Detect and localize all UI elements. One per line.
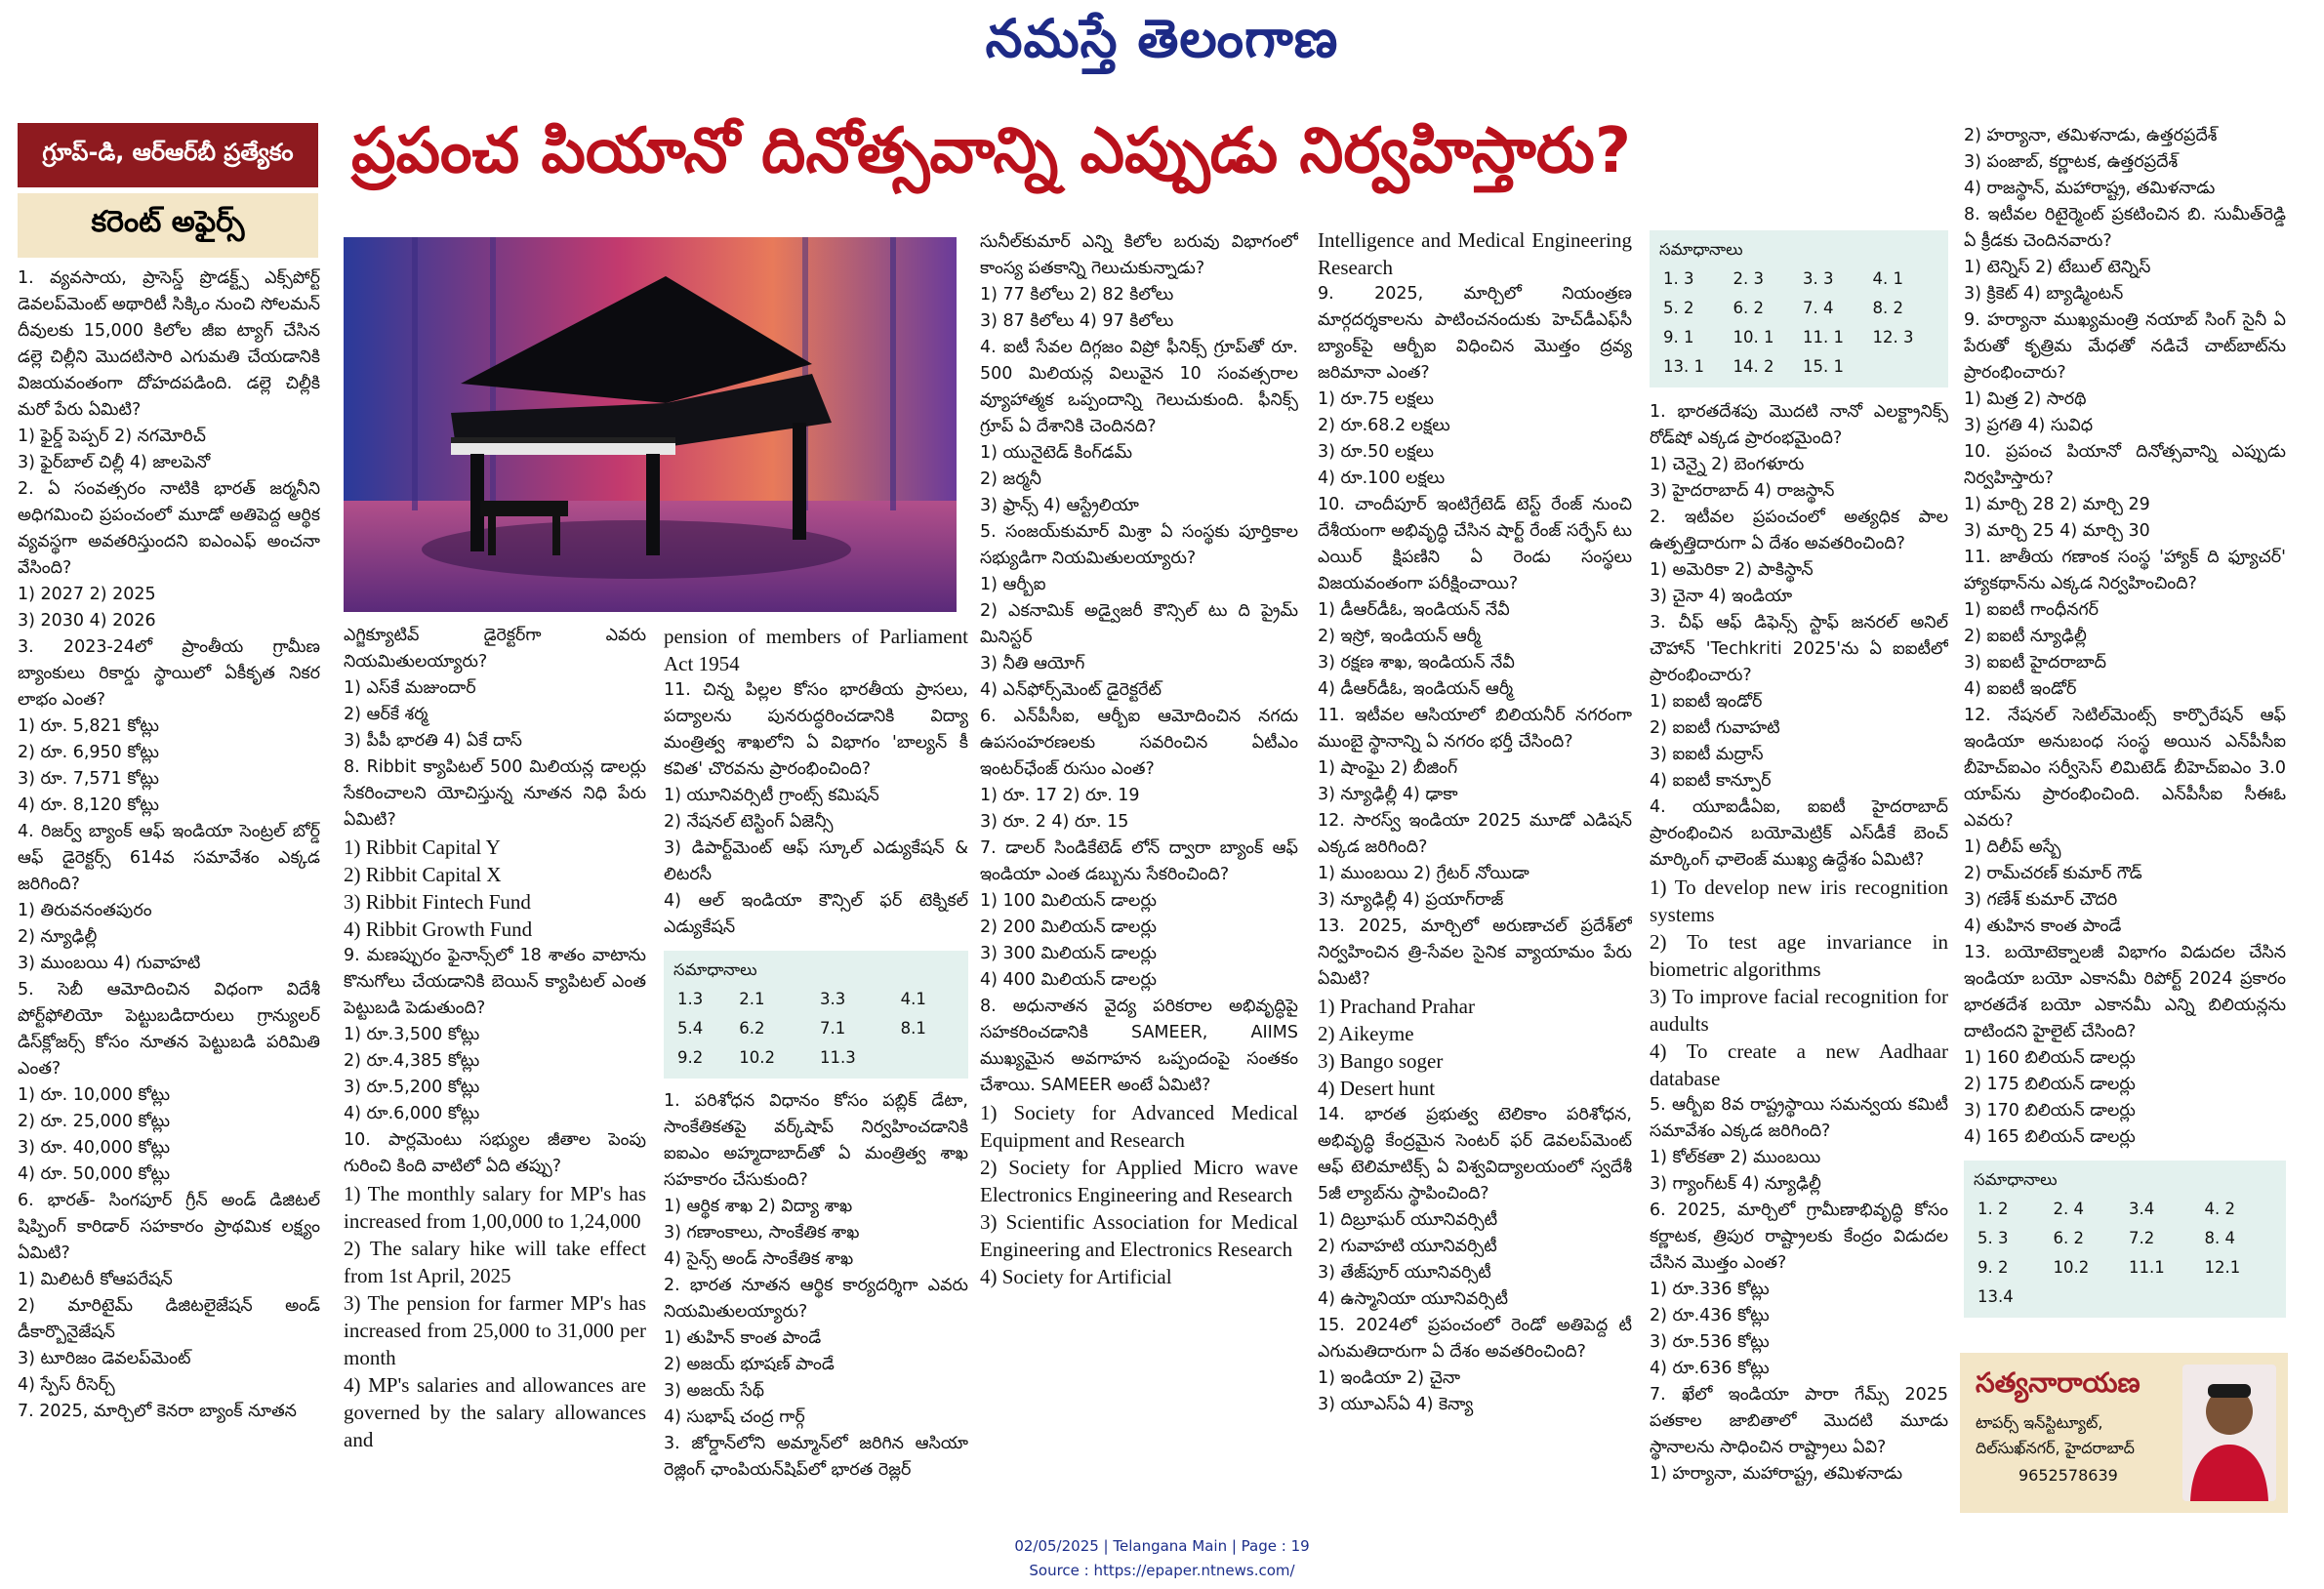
question-b3-continued: సునీల్‌కుమార్ ఎన్ని కిలోల బరువు విభాగంలో కాంస్య పతకాన్ని గెలుచుకున్నాడు? (980, 232, 1298, 278)
question-b13: 13. 2025, మార్చిలో అరుణాచల్ ప్రదేశ్‌లో నిర్వహించిన త్రి-సేవల సైనిక వ్యాయామం పేరు ఏమిటి? (1318, 917, 1632, 989)
option-line: 3) రూ. 2 4) రూ. 15 (980, 812, 1129, 832)
option-line: 3) రూ.536 కోట్లు (1650, 1332, 1770, 1352)
option-line: 4) ఐఐటీ ఇండోర్ (1964, 679, 2077, 699)
option-line: 2) రూ.68.2 లక్షలు (1318, 416, 1450, 435)
question-b1: 1. పరిశోధన విధానం కోసం పబ్లిక్ డేటా, సాంకేతికతపై వర్క్‌షాప్ నిర్వహించడానికి ఐఐఎం అహ్మదాబాద్‌తో ఏ మంత్రిత్వ శాఖ సహకారం చేసుకుంది? (664, 1091, 968, 1190)
option-line: 4) 165 బిలియన్ డాలర్లు (1964, 1127, 2136, 1147)
option-line: 1) హర్యానా, మహారాష్ట్ర, తమిళనాడు (1650, 1464, 1903, 1484)
option-line: 1) యూనివర్సిటీ గ్రాంట్స్ కమిషన్ (664, 786, 879, 805)
option-line: 2) రూ. 6,950 కోట్లు (18, 743, 159, 762)
answers-table (1974, 1195, 2276, 1312)
option-line: 4) MP's salaries and allowances are governed by the salary allowances and (344, 1373, 646, 1451)
question-2: 2. ఏ సంవత్సరం నాటికి భారత్ జర్మనీని అధిగమించి ప్రపంచంలో మూడో అతిపెద్ద ఆర్థిక వ్యవస్థగా అవతరిస్తుందని ఐఎంఎఫ్ అంచనా వేసింది? (18, 479, 320, 578)
question-10: 10. పార్లమెంటు సభ్యుల జీతాల పెంపు గురించి కింది వాటిలో ఏది తప్పు? (344, 1130, 646, 1176)
question-b10: 10. చాందీపూర్ ఇంటిగ్రేటెడ్ టెస్ట్ రేంజ్ నుంచి దేశీయంగా అభివృద్ధి చేసిన షార్ట్ రేంజ్ సర్ఫేస్ టు ఎయిర్ క్షిపణిని ఏ రెండు సంస్థలు విజయవంతంగా పరీక్షించాయి? (1318, 495, 1632, 593)
answer-cell: 6. 2 (2053, 1229, 2084, 1247)
answer-cell: 12.1 (2204, 1258, 2241, 1277)
answer-cell: 5. 2 (1663, 299, 1694, 317)
option-line: 4) స్పేస్ రీసెర్చ్ (18, 1375, 115, 1395)
option-line: 3) హైదరాబాద్ 4) రాజస్థాన్ (1650, 481, 1835, 501)
answer-cell: 10.2 (739, 1048, 776, 1067)
person-icon (2182, 1365, 2276, 1501)
option-line: 3) Ribbit Fintech Fund (344, 890, 531, 914)
question-b15: 15. 2024లో ప్రపంచంలో రెండో అతిపెద్ద టీ ఎగుమతిదారుగా ఏ దేశం అవతరించింది? (1318, 1316, 1632, 1362)
option-line: 1) రూ. 10,000 కోట్లు (18, 1085, 171, 1105)
option-line: 1) మార్చి 28 2) మార్చి 29 (1964, 495, 2150, 514)
question-1: 1. వ్యవసాయ, ప్రాసెస్డ్ ప్రొడక్ట్స్ ఎక్స్‌పోర్ట్ డెవలప్‌మెంట్ అథారిటీ సిక్కిం నుంచి సోలమన్ దీవులకు 15,000 కిలోల జీఐ ట్యాగ్ చేసిన డల్లె చిల్లీని మొదటిసారి ఎగుమతి చేయడానికి విజయవంతంగా దోహదపడింది. డల్లె చిల్లీకి మరో పేరు ఏమిటి? (18, 268, 320, 420)
option-line: 3) Scientific Association for Medical Engineering and Electronics Research (980, 1210, 1298, 1261)
option-line: 1) చెన్నై 2) బెంగళూరు (1650, 455, 1805, 474)
option-line: 2) ఇస్రో, ఇండియన్ ఆర్మీ (1318, 627, 1481, 646)
option-line: 1) మిలిటరీ కోఆపరేషన్ (18, 1270, 173, 1289)
option-line: 1) 2027 2) 2025 (18, 585, 156, 604)
question-c5: 5. ఆర్బీఐ 8వ రాష్ట్రస్థాయి సమన్వయ కమిటీ సమావేశం ఎక్కడ జరిగింది? (1650, 1095, 1948, 1141)
question-b2: 2. భారత నూతన ఆర్థిక కార్యదర్శిగా ఎవరు నియమితులయ్యారు? (664, 1276, 968, 1322)
author-location: దిల్‌సుఖ్‌నగర్, హైదరాబాద్ (1976, 1439, 2135, 1457)
option-line: 3) ఐఐటీ హైదరాబాద్ (1964, 653, 2106, 672)
option-line: 1) 100 మిలియన్ డాలర్లు (980, 891, 1157, 911)
option-line: 1) మిత్ర 2) సారథి (1964, 389, 2087, 409)
option-line: 1) రూ.336 కోట్లు (1650, 1280, 1770, 1299)
option-line: 3) 87 కిలోలు 4) 97 కిలోలు (980, 311, 1174, 331)
answer-cell (897, 1043, 958, 1073)
option-line: 1) ఎస్‌కే మజుందార్ (344, 678, 476, 698)
option-line: 1) 77 కిలోలు 2) 82 కిలోలు (980, 285, 1174, 305)
option-line: 3) 2030 4) 2026 (18, 611, 156, 631)
answer-cell: 1.3 (677, 990, 704, 1008)
option-line: 4) రూ.6,000 కోట్లు (344, 1104, 480, 1123)
answers-box-1 (664, 951, 968, 1079)
option-line: 2) To test age invariance in biometric algorithms (1650, 930, 1948, 981)
question-6: 6. భారత్- సింగపూర్ గ్రీన్ అండ్ డిజిటల్ షిప్పింగ్ కారిడార్ సహకారం ప్రాథమిక లక్ష్యం ఏమిటి? (18, 1191, 320, 1263)
question-4: 4. రిజర్వ్ బ్యాంక్ ఆఫ్ ఇండియా సెంట్రల్ బోర్డ్ ఆఫ్ డైరెక్టర్స్ 614వ సమావేశం ఎక్కడ జరిగింది? (18, 822, 320, 894)
option-line: 1) Ribbit Capital Y (344, 835, 501, 859)
option-line: 1) షాంఘై 2) బీజింగ్ (1318, 758, 1458, 778)
option-line: 1) తిరువనంతపురం (18, 901, 152, 920)
option-line: 4) తుహిన కాంత పాండే (1964, 917, 2122, 936)
option-line: 4) ఐఐటీ కాన్పూర్ (1650, 771, 1772, 791)
question-3: 3. 2023-24లో ప్రాంతీయ గ్రామీణ బ్యాంకులు రికార్డు స్థాయిలో ఏకీకృత నికర లాభం ఎంత? (18, 637, 320, 710)
question-c12: 12. నేషనల్ సెటిల్‌మెంట్స్ కార్పొరేషన్ ఆఫ్ ఇండియా అనుబంధ సంస్థ అయిన ఎన్‌పీసీఐ బీహెచ్ఐఎం సర్వీసెస్ లిమిటెడ్ బీహెచ్ఐఎం 3.0 యాప్‌ను ప్రారంభించింది. ఎన్‌పీసీఐ సీఈఓ ఎవరు? (1964, 706, 2286, 831)
masthead (0, 0, 2324, 78)
answer-cell: 15. 1 (1803, 357, 1844, 376)
column-4 (980, 229, 1298, 1518)
answer-cell: 4. 2 (2204, 1200, 2235, 1218)
option-line: 3) To improve facial recognition for audults (1650, 985, 1948, 1036)
author-institute: టాపర్స్ ఇన్‌స్టిట్యూట్, (1976, 1413, 2103, 1432)
question-b5: 5. సంజయ్‌కుమార్ మిశ్రా ఏ సంస్థకు పూర్తికాల సభ్యుడిగా నియమితులయ్యారు? (980, 522, 1298, 568)
question-c2: 2. ఇటీవల ప్రపంచంలో అత్యధిక పాల ఉత్పత్తిదారుగా ఏ దేశం అవతరించింది? (1650, 508, 1948, 553)
option-line: 4) రూ. 8,120 కోట్లు (18, 795, 159, 815)
option-line: 1) Society for Advanced Medical Equipment and Research (980, 1101, 1298, 1152)
option-line: 3) The pension for farmer MP's has increased from 25,000 to 31,000 per month (344, 1291, 646, 1369)
answer-cell: 4.1 (900, 990, 926, 1008)
option-line: 3) గ్యాంగ్‌టక్ 4) న్యూఢిల్లీ (1650, 1174, 1821, 1194)
answer-cell: 5. 3 (1977, 1229, 2009, 1247)
answers-title: సమాధానాలు (673, 960, 757, 979)
option-line: 1) ఇండియా 2) చైనా (1318, 1368, 1461, 1388)
option-line: 4) రూ.100 లక్షలు (1318, 469, 1446, 488)
option-line: 1) దిబ్రూఘర్ యూనివర్సిటీ (1318, 1210, 1498, 1230)
author-photo (2182, 1365, 2276, 1501)
question-b4: 4. ఐటీ సేవల దిగ్గజం విప్రో ఫీనిక్స్ గ్రూప్‌తో రూ. 500 మిలియన్ల విలువైన 10 సంవత్సరాల వ్యూహాత్మక ఒప్పందాన్ని గెలుచుకుంది. ఫీనిక్స్ గ్రూప్ ఏ దేశానికి చెందినది? (980, 338, 1298, 436)
option-line: 3) రూ. 40,000 కోట్లు (18, 1138, 171, 1158)
option-line: 4) ఉస్మానియా యూనివర్సిటీ (1318, 1289, 1508, 1309)
question-c1: 1. భారతదేశపు మొదటి నానో ఎలక్ట్రానిక్స్ రోడ్‌షో ఎక్కడ ప్రారంభమైంది? (1650, 402, 1948, 448)
question-8: 8. Ribbit క్యాపిటల్ 500 మిలియన్ల డాలర్లు సేకరించాలని యోచిస్తున్న నూతన నిధి పేరు ఏమిటి? (344, 757, 646, 830)
option-line: 3) గణాంకాలు, సాంకేతిక శాఖ (664, 1223, 860, 1243)
option-line: 3) డిపార్ట్‌మెంట్ ఆఫ్ స్కూల్ ఎడ్యుకేషన్ & లిటరసీ (664, 838, 968, 884)
question-b8: 8. అధునాతన వైద్య పరికరాల అభివృద్ధిపై సహకరించడానికి SAMEER, AIIMS ముఖ్యమైన అవగాహన ఒప్పందంపై సంతకం చేశాయి. SAMEER అంటే ఏమిటి? (980, 997, 1298, 1095)
option-line: 1) కోల్‌కతా 2) ముంబయి (1650, 1148, 1821, 1167)
option-line: 2) మారిటైమ్ డిజిటలైజేషన్ అండ్ డీకార్బొనైజేషన్ (18, 1296, 320, 1342)
option-line: 4) Ribbit Growth Fund (344, 917, 533, 941)
option-line: 3) రూ.50 లక్షలు (1318, 442, 1434, 462)
option-line: 3) చైనా 4) ఇండియా (1650, 587, 1793, 606)
option-line: 1) రూ.3,500 కోట్లు (344, 1025, 480, 1044)
question-b7: 7. డాలర్ సిండికేటెడ్ లోన్ ద్వారా బ్యాంక్ ఆఫ్ ఇండియా ఎంత డబ్బును సేకరించింది? (980, 838, 1298, 884)
question-c8: 8. ఇటీవల రిటైర్మెంట్ ప్రకటించిన బి. సుమీత్‌రెడ్డి ఏ క్రీడకు చెందినవారు? (1964, 205, 2286, 251)
answer-cell: 13.4 (1977, 1287, 2014, 1306)
option-line: 1) Prachand Prahar (1318, 995, 1475, 1018)
answer-cell: 10.2 (2053, 1258, 2090, 1277)
answer-cell: 7. 4 (1803, 299, 1834, 317)
question-7: 7. 2025, మార్చిలో కెనరా బ్యాంక్ నూతన (18, 1402, 297, 1421)
option-line: 2) అజయ్ భూషణ్ పాండే (664, 1355, 835, 1374)
option-line: 1) ఆర్బీఐ (980, 575, 1046, 594)
question-9: 9. మణప్పురం ఫైనాన్స్‌లో 18 శాతం వాటాను కొనుగోలు చేయడానికి బెయిన్ క్యాపిటల్ ఎంత పెట్టుబడి పెడుతుంది? (344, 946, 646, 1018)
answer-cell: 8. 2 (1872, 299, 1903, 317)
question-b11: 11. ఇటీవల ఆసియాలో బిలియనీర్ నగరంగా ముంబై స్థానాన్ని ఏ నగరం భర్తీ చేసింది? (1318, 706, 1632, 752)
option-line: 3) తేజ్‌పూర్ యూనివర్సిటీ (1318, 1263, 1491, 1283)
question-10-continued: pension of members of Parliament Act 1954 (664, 625, 968, 675)
question-c10: 10. ప్రపంచ పియానో దినోత్సవాన్ని ఎప్పుడు నిర్వహిస్తారు? (1964, 442, 2286, 488)
option-line: 3) న్యూఢిల్లీ 4) ఢాకా (1318, 785, 1458, 804)
answer-cell: 8. 4 (2204, 1229, 2235, 1247)
option-line: 2) న్యూఢిల్లీ (18, 927, 98, 947)
option-line: 2) రూ. 25,000 కోట్లు (18, 1112, 171, 1131)
answer-cell (1869, 352, 1939, 382)
footer-source-link[interactable]: Source : https://epaper.ntnews.com/ (1029, 1562, 1295, 1579)
option-line: 1) ఫైర్డ్ పెప్పర్ 2) నగమోరిచ్ (18, 427, 206, 446)
answer-cell: 9. 1 (1663, 328, 1694, 346)
answer-cell: 2.1 (739, 990, 765, 1008)
option-line: 3) ఐఐటీ మద్రాస్ (1650, 745, 1764, 764)
answer-cell (2201, 1283, 2277, 1312)
option-line: 4) రూ.636 కోట్లు (1650, 1359, 1770, 1378)
option-line: 1) యునైటెడ్ కింగ్‌డమ్ (980, 443, 1133, 463)
question-b14: 14. భారత ప్రభుత్వ టెలికాం పరిశోధన, అభివృద్ధి కేంద్రమైన సెంటర్ ఫర్ డెవలప్‌మెంట్ ఆఫ్ టెలిమాటిక్స్ ఏ విశ్వవిద్యాలయంలో స్వదేశీ 5జీ ల్యాబ్‌ను స్థాపించింది? (1318, 1105, 1632, 1203)
option-line: 2) ఆర్‌కే శర్మ (344, 705, 428, 724)
question-c11: 11. జాతీయ గణాంక సంస్థ 'హ్యాక్ ది ఫ్యూచర్' హ్యాకథాన్‌ను ఎక్కడ నిర్వహించింది? (1964, 548, 2286, 593)
option-line: 3) Bango soger (1318, 1049, 1444, 1073)
option-line: 4) డీఆర్‌డీఓ, ఇండియన్ ఆర్మీ (1318, 679, 1514, 699)
question-c3: 3. చీఫ్ ఆఫ్ డిఫెన్స్ స్టాఫ్ జనరల్ అనిల్ చౌహాన్ 'Techkriti 2025'ను ఏ ఐఐటీలో ప్రారంభించారు? (1650, 613, 1948, 685)
option-line: 1) రూ. 5,821 కోట్లు (18, 716, 159, 736)
answer-cell: 3.4 (2129, 1200, 2155, 1218)
answer-cell: 10. 1 (1733, 328, 1774, 346)
question-c13: 13. బయోటెక్నాలజీ విభాగం విడుదల చేసిన ఇండియా బయో ఎకానమీ రిపోర్ట్ 2024 ప్రకారం భారతదేశ బయో ఎకానమీ ఎన్ని బిలియన్లను దాటిందని హైలైట్ చేసింది? (1964, 943, 2286, 1041)
option-line: 4) Society for Artificial (980, 1265, 1172, 1288)
answers-title: సమాధానాలు (1974, 1170, 2058, 1189)
headline: ప్రపంచ పియానో దినోత్సవాన్ని ఎప్పుడు నిర్వహిస్తారు? (351, 115, 1631, 187)
column-3 (664, 623, 968, 1521)
option-line: 3) ఫైర్‌బాల్ చిల్లీ 4) జాలపెనో (18, 453, 211, 472)
answer-cell: 14. 2 (1733, 357, 1774, 376)
option-line: 3) క్రికెట్ 4) బ్యాడ్మింటన్ (1964, 284, 2124, 304)
option-line: 1) అమెరికా 2) పాకిస్థాన్ (1650, 560, 1814, 580)
answer-cell: 1. 2 (1977, 1200, 2009, 1218)
answer-cell: 8.1 (900, 1019, 926, 1038)
option-line: 1) రూ. 17 2) రూ. 19 (980, 786, 1140, 805)
option-line: 1) టెన్నిస్ 2) టేబుల్ టెన్నిస్ (1964, 258, 2151, 277)
piano-illustration (344, 237, 957, 612)
option-line: 2) రామ్‌చరణ్ కుమార్ గౌడ్ (1964, 864, 2142, 883)
section-label-group-d: గ్రూప్-డి, ఆర్ఆర్‌బీ ప్రత్యేకం (18, 123, 318, 187)
option-line: 4) రాజస్థాన్, మహారాష్ట్ర, తమిళనాడు (1964, 179, 2216, 198)
question-b9: 9. 2025, మార్చిలో నియంత్రణ మార్గదర్శకాలను పాటించనందుకు హెచ్‌డీఎఫ్‌సీ బ్యాంక్‌పై ఆర్బీఐ విధించిన మొత్తం ద్రవ్య జరిమానా ఎంత? (1318, 284, 1632, 383)
option-line: 2) రూ.4,385 కోట్లు (344, 1051, 480, 1071)
author-name: సత్యనారాయణ (1976, 1366, 2141, 1399)
answer-cell: 9.2 (677, 1048, 704, 1067)
option-line: 4) Desert hunt (1318, 1077, 1436, 1100)
option-line: 4) To create a new Aadhaar database (1650, 1039, 1948, 1090)
answer-cell: 6. 2 (1733, 299, 1764, 317)
option-line: 1) ఐఐటీ ఇండోర్ (1650, 692, 1763, 712)
answer-cell: 11.3 (819, 1048, 856, 1067)
option-line: 2) 200 మిలియన్ డాలర్లు (980, 917, 1157, 937)
option-line: 2) Aikeyme (1318, 1022, 1414, 1045)
question-c7: 7. ఖేలో ఇండియా పారా గేమ్స్ 2025 పతకాల జాబితాలో మొదటి మూడు స్థానాలను సాధించిన రాష్ట్రాలు ఏవి? (1650, 1385, 1948, 1457)
piano-photo (344, 237, 957, 612)
answer-cell: 9. 2 (1977, 1258, 2009, 1277)
option-line: 3) ముంబయి 4) గువాహటి (18, 954, 201, 973)
option-line: 3) అజయ్ సేథ్ (664, 1381, 765, 1401)
answer-cell: 6.2 (739, 1019, 765, 1038)
option-line: 2) నేషనల్ టెస్టింగ్ ఏజెన్సీ (664, 812, 834, 832)
option-line: 1) ఐఐటీ గాంధీనగర్ (1964, 600, 2100, 620)
option-line: 1) ఆర్థిక శాఖ 2) విద్యా శాఖ (664, 1197, 853, 1216)
option-line: 1) డీఆర్‌డీఓ, ఇండియన్ నేవీ (1318, 600, 1510, 620)
answers-table (673, 985, 958, 1073)
option-line: 4) 400 మిలియన్ డాలర్లు (980, 970, 1157, 990)
option-line: 3) న్యూఢిల్లీ 4) ప్రయాగ్‌రాజ్ (1318, 890, 1504, 910)
column-1 (18, 265, 320, 1525)
option-line: 3) పంజాబ్, కర్ణాటక, ఉత్తరప్రదేశ్ (1964, 152, 2179, 172)
option-line: 2) రూ.436 కోట్లు (1650, 1306, 1770, 1325)
answers-title: సమాధానాలు (1659, 240, 1743, 259)
option-line: 2) జర్మనీ (980, 469, 1041, 489)
question-11: 11. చిన్న పిల్లల కోసం భారతీయ ప్రాసలు, పద్యాలను పునరుద్ధరించడానికి విద్యా మంత్రిత్వ శాఖలోని ఏ విభాగం 'బాల్యన్ కీ కవిత' చొరవను ప్రారంభించింది? (664, 680, 968, 779)
option-line: 3) యూఎస్ఏ 4) కెన్యా (1318, 1395, 1474, 1414)
answer-cell: 11.1 (2129, 1258, 2165, 1277)
option-line: 4) ఎన్‌ఫోర్స్‌మెంట్ డైరెక్టరేట్ (980, 680, 1162, 700)
answer-cell: 11. 1 (1803, 328, 1844, 346)
option-line: 2) Ribbit Capital X (344, 863, 502, 886)
answers-box-2 (1650, 230, 1948, 387)
section-label-current-affairs: కరెంట్ అఫైర్స్ (18, 193, 318, 258)
option-line: 3) రూ. 7,571 కోట్లు (18, 769, 159, 789)
footer-date-line: 02/05/2025 | Telangana Main | Page : 19 (1014, 1537, 1310, 1555)
option-line: 1) రూ.75 లక్షలు (1318, 389, 1434, 409)
answer-cell: 7.1 (819, 1019, 846, 1038)
option-line: 3) 170 బిలియన్ డాలర్లు (1964, 1101, 2136, 1120)
question-b8-continued: Intelligence and Medical Engineering Research (1318, 228, 1632, 279)
option-line: 1) 160 బిలియన్ డాలర్లు (1964, 1048, 2136, 1068)
option-line: 3) రూ.5,200 కోట్లు (344, 1078, 480, 1097)
option-line: 2) 175 బిలియన్ డాలర్లు (1964, 1075, 2136, 1094)
option-line: 3) గణేశ్ కుమార్ చౌదరి (1964, 890, 2118, 910)
option-line: 1) To develop new iris recognition systems (1650, 876, 1948, 926)
option-line: 4) సైన్స్ అండ్ సాంకేతిక శాఖ (664, 1249, 854, 1269)
answer-cell: 2. 3 (1733, 269, 1764, 288)
question-c6: 6. 2025, మార్చిలో గ్రామీణాభివృద్ధి కోసం కర్ణాటక, త్రిపుర రాష్ట్రాలకు కేంద్రం విడుదల చేసిన మొత్తం ఎంత? (1650, 1201, 1948, 1273)
option-line: 3) రక్షణ శాఖ, ఇండియన్ నేవీ (1318, 653, 1515, 672)
option-line: 1) The monthly salary for MP's has increased from 1,00,000 to 1,24,000 (344, 1182, 646, 1233)
option-line: 3) మార్చి 25 4) మార్చి 30 (1964, 521, 2150, 541)
column-2 (344, 623, 646, 1521)
option-line: 2) The salary hike will take effect from 1st April, 2025 (344, 1237, 646, 1287)
question-b12: 12. సారస్వ్ ఇండియా 2025 మూడో ఎడిషన్ ఎక్కడ జరిగింది? (1318, 811, 1632, 857)
option-line: 2) ఐఐటీ న్యూఢిల్లీ (1964, 627, 2087, 646)
option-line: 4) ఆల్ ఇండియా కౌన్సిల్ ఫర్ టెక్నికల్ ఎడ్యుకేషన్ (664, 891, 968, 937)
answer-cell: 13. 1 (1663, 357, 1704, 376)
answer-cell: 1. 3 (1663, 269, 1694, 288)
question-b6: 6. ఎన్‌పీసీఐ, ఆర్బీఐ ఆమోదించిన నగదు ఉపసంహరణలకు సవరించిన ఏటీఎం ఇంటర్‌ఛేంజ్ రుసుం ఎంత? (980, 707, 1298, 779)
answer-cell: 3. 3 (1803, 269, 1834, 288)
answer-cell: 12. 3 (1872, 328, 1914, 346)
question-c4: 4. యూఐడీఏఐ, ఐఐటీ హైదరాబాద్ ప్రారంభించిన బయోమెట్రిక్ ఎస్‌డీకే బెంచ్ మార్కింగ్ ఛాలెంజ్ ముఖ్య ఉద్దేశం ఏమిటి? (1650, 797, 1948, 870)
answer-cell: 3.3 (819, 990, 846, 1008)
option-line: 3) 300 మిలియన్ డాలర్లు (980, 944, 1157, 963)
answers-box-3 (1964, 1161, 2286, 1318)
column-6 (1650, 230, 1948, 1519)
answer-cell: 4. 1 (1872, 269, 1903, 288)
option-line: 2) హర్యానా, తమిళనాడు, ఉత్తరప్రదేశ్ (1964, 126, 2218, 145)
option-line: 4) సుభాష్ చంద్ర గార్గ్ (664, 1407, 805, 1427)
column-5 (1318, 226, 1632, 1519)
question-7-continued: ఎగ్జిక్యూటివ్ డైరెక్టర్‌గా ఎవరు నియమితులయ్యారు? (344, 626, 646, 672)
column-7 (1964, 123, 2286, 1343)
option-line: 2) ఐఐటీ గువాహటి (1650, 718, 1780, 738)
option-line: 4) రూ. 50,000 కోట్లు (18, 1164, 171, 1184)
option-line: 1) తుహిన్ కాంత పాండే (664, 1328, 822, 1348)
option-line: 1) దిలీప్ అస్బే (1964, 837, 2061, 857)
option-line: 3) పీపీ భారతి 4) ఏకే దాస్ (344, 731, 522, 751)
option-line: 3) ప్రగతి 4) సువిధ (1964, 416, 2094, 435)
author-box (1960, 1353, 2288, 1513)
option-line: 3) టూరిజం డెవలప్‌మెంట్ (18, 1349, 191, 1368)
option-line: 3) నీతి ఆయోగ్ (980, 654, 1085, 673)
option-line: 2) Society for Applied Micro wave Electronics Engineering and Research (980, 1156, 1298, 1206)
answers-table (1659, 265, 1938, 382)
answer-cell (2125, 1283, 2201, 1312)
masthead-title: నమస్తే తెలంగాణ (985, 8, 1339, 69)
answer-cell: 2. 4 (2053, 1200, 2084, 1218)
question-c9: 9. హర్యానా ముఖ్యమంత్రి నయాబ్ సింగ్ సైనీ ఏ పేరుతో కృత్రిమ మేధతో నడిచే చాట్‌బాట్‌ను ప్రారంభించారు? (1964, 310, 2286, 383)
option-line: 1) ముంబయి 2) గ్రేటర్ నోయిడా (1318, 864, 1529, 883)
author-phone: 9652578639 (2018, 1466, 2118, 1485)
question-5: 5. సెబీ ఆమోదించిన విధంగా విదేశీ పోర్ట్‌ఫోలియో పెట్టుబడిదారులు గ్రాన్యులర్ డిస్‌క్లోజర్స్ కోసం నూతన పెట్టుబడి పరిమితి ఎంత? (18, 980, 320, 1079)
option-line: 3) ఫ్రాన్స్ 4) ఆస్ట్రేలియా (980, 496, 1139, 515)
answer-cell: 5.4 (677, 1019, 704, 1038)
answer-cell (2050, 1283, 2126, 1312)
answer-cell: 7.2 (2129, 1229, 2155, 1247)
question-b3: 3. జోర్డాన్‌లోని అమ్మాన్‌లో జరిగిన ఆసియా రెజ్లింగ్ ఛాంపియన్‌షిప్‌లో భారత రెజ్లర్ (664, 1434, 968, 1480)
option-line: 2) ఎకనామిక్ అడ్వైజరీ కౌన్సిల్ టు ది ప్రైమ్ మినిస్టర్ (980, 601, 1298, 647)
option-line: 2) గువాహటి యూనివర్సిటీ (1318, 1237, 1497, 1256)
